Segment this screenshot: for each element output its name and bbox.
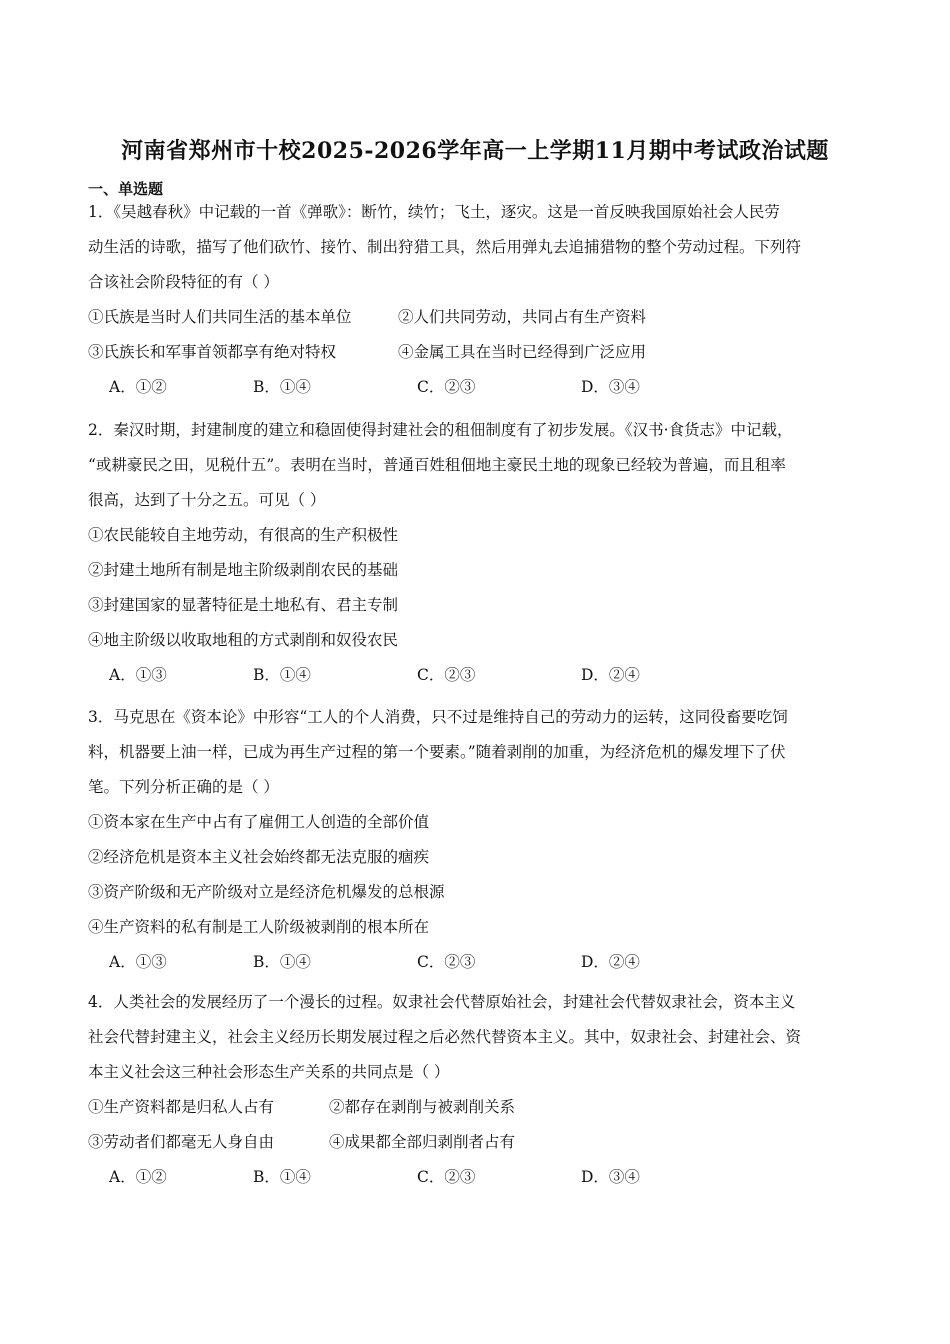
choice-d[interactable]: D．③④: [581, 378, 640, 396]
stem-line: 1．《吴越春秋》中记载的一首《弹歌》：断竹，续竹；飞土，逐灾。这是一首反映我国原始社会人民劳: [88, 203, 780, 221]
exam-title: 河南省郑州市十校2025-2026学年高一上学期11月期中考试政治试题: [121, 138, 829, 164]
statement: ③封建国家的显著特征是土地私有、君主专制: [88, 596, 399, 614]
choice-d[interactable]: D．②④: [581, 666, 640, 684]
answer-choices: [88, 1160, 863, 1195]
stem-line: 3．马克思在《资本论》中形容“工人的个人消费，只不过是维持自己的劳动力的运转，这同役畜要吃饲: [88, 708, 788, 726]
choice-c[interactable]: C．②③: [417, 1168, 476, 1186]
statement-row: [88, 840, 863, 875]
answer-choices: [88, 658, 863, 693]
statement-row: [88, 518, 863, 553]
statement: ③劳动者们都毫无人身自由: [88, 1133, 275, 1151]
statement: ③资产阶级和无产阶级对立是经济危机爆发的总根源: [88, 883, 445, 901]
statement: ①农民能较自主地劳动，有很高的生产积极性: [88, 526, 399, 544]
answer-choices: [88, 370, 863, 405]
question-stem: [88, 985, 863, 1090]
question-4: [88, 985, 863, 1195]
statement: ①氏族是当时人们共同生活的基本单位: [88, 308, 352, 326]
choice-c[interactable]: C．②③: [417, 666, 476, 684]
choice-c[interactable]: C．②③: [417, 378, 476, 396]
choice-a[interactable]: A．①③: [109, 666, 167, 684]
question-stem: [88, 195, 863, 300]
question-stem: [88, 413, 863, 518]
statement: ②人们共同劳动，共同占有生产资料: [398, 308, 647, 326]
statement: ④成果都全部归剥削者占有: [329, 1133, 516, 1151]
choice-b[interactable]: B．①④: [253, 378, 311, 396]
choice-d[interactable]: D．②④: [581, 953, 640, 971]
statement-row: [88, 805, 863, 840]
question-1: [88, 195, 863, 405]
stem-line: 很高，达到了十分之五。可见（ ）: [88, 491, 326, 509]
stem-line: 合该社会阶段特征的有（ ）: [88, 273, 279, 291]
statement: ③氏族长和军事首领都享有绝对特权: [88, 343, 337, 361]
stem-line: 本主义社会这三种社会形态生产关系的共同点是（ ）: [88, 1063, 450, 1081]
stem-line: 2．秦汉时期，封建制度的建立和稳固使得封建社会的租佃制度有了初步发展。《汉书·食货志》中记载，: [88, 421, 793, 439]
statement-row: [88, 875, 863, 910]
statement: ②经济危机是资本主义社会始终都无法克服的痼疾: [88, 848, 430, 866]
question-2: [88, 413, 863, 693]
stem-line: 4．人类社会的发展经历了一个漫长的过程。奴隶社会代替原始社会，封建社会代替奴隶社会，资本主义: [88, 993, 796, 1011]
choice-b[interactable]: B．①④: [253, 1168, 311, 1186]
choice-a[interactable]: A．①②: [109, 1168, 167, 1186]
statement-row: [88, 910, 863, 945]
statement: ④生产资料的私有制是工人阶级被剥削的根本所在: [88, 918, 430, 936]
statement: ①资本家在生产中占有了雇佣工人创造的全部价值: [88, 813, 430, 831]
statement-row: [88, 300, 863, 335]
statement-row: [88, 335, 863, 370]
choice-a[interactable]: A．①②: [109, 378, 167, 396]
statement: ①生产资料都是归私人占有: [88, 1098, 275, 1116]
statement: ④金属工具在当时已经得到广泛应用: [398, 343, 647, 361]
statement-row: [88, 553, 863, 588]
stem-line: 料，机器要上油一样，已成为再生产过程的第一个要素。”随着剥削的加重，为经济危机的爆发埋下了伏: [88, 743, 786, 761]
choice-c[interactable]: C．②③: [417, 953, 476, 971]
choice-b[interactable]: B．①④: [253, 666, 311, 684]
statement: ④地主阶级以收取地租的方式剥削和奴役农民: [88, 631, 399, 649]
choice-d[interactable]: D．③④: [581, 1168, 640, 1186]
choice-b[interactable]: B．①④: [253, 953, 311, 971]
statement-row: [88, 1125, 863, 1160]
statement-row: [88, 623, 863, 658]
question-3: [88, 700, 863, 980]
question-stem: [88, 700, 863, 805]
stem-line: 笔。下列分析正确的是（ ）: [88, 778, 279, 796]
stem-line: 社会代替封建主义，社会主义经历长期发展过程之后必然代替资本主义。其中，奴隶社会、封建社会、资: [88, 1028, 802, 1046]
stem-line: “或耕豪民之田，见税什五”。表明在当时，普通百姓租佃地主豪民土地的现象已经较为普遍，而且租率: [88, 456, 786, 474]
stem-line: 动生活的诗歌，描写了他们砍竹、接竹、制出狩猎工具，然后用弹丸去追捕猎物的整个劳动过程。下列符: [88, 238, 802, 256]
answer-choices: [88, 945, 863, 980]
statement-row: [88, 1090, 863, 1125]
choice-a[interactable]: A．①③: [109, 953, 167, 971]
statement-row: [88, 588, 863, 623]
statement: ②封建土地所有制是地主阶级剥削农民的基础: [88, 561, 399, 579]
statement: ②都存在剥削与被剥削关系: [329, 1098, 516, 1116]
section-heading: 一、单选题: [88, 180, 164, 198]
